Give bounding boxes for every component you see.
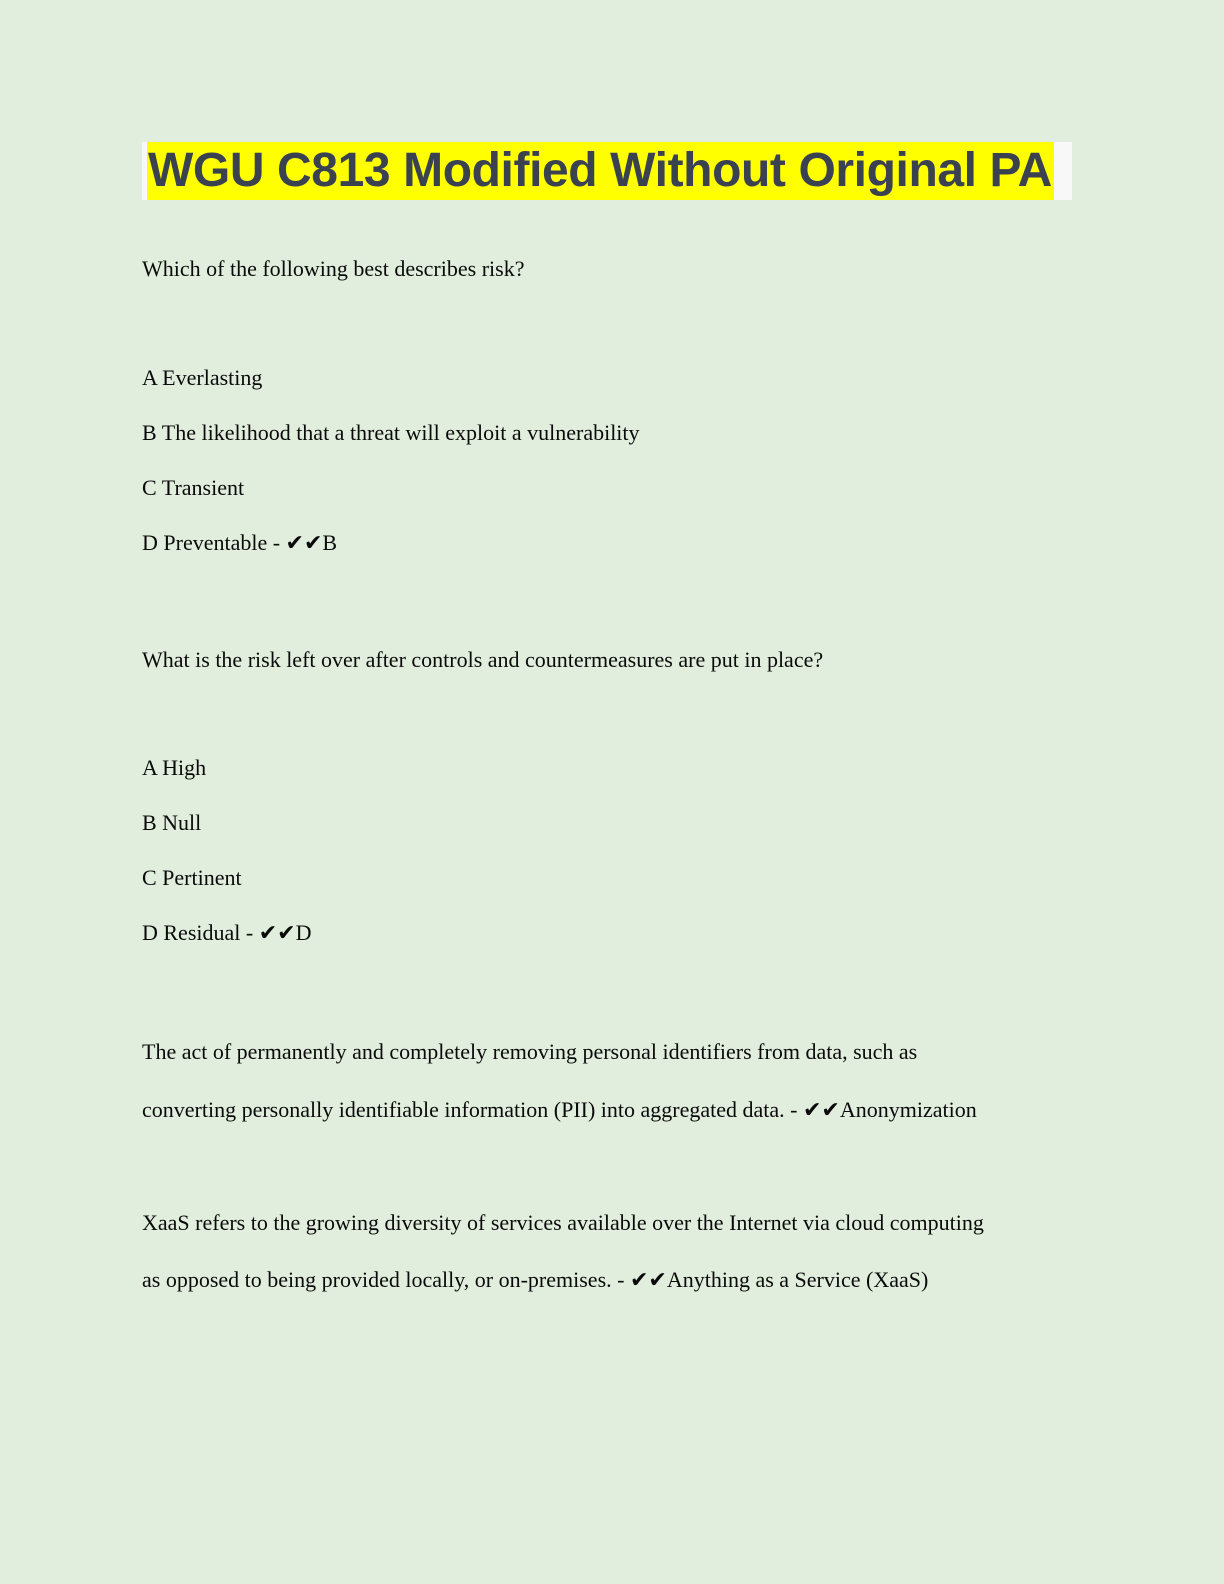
question-1-text: Which of the following best describes risk? xyxy=(142,256,525,281)
definition-2-line-2-answer: as opposed to being provided locally, or on-premises. - ✔✔Anything as a Service (XaaS) xyxy=(142,1267,929,1292)
definition-1-line-2-answer: converting personally identifiable information (PII) into aggregated data. - ✔✔Anonymization xyxy=(142,1097,977,1122)
question-2-option-b: B Null xyxy=(142,810,202,835)
question-1-option-b: B The likelihood that a threat will exploit a vulnerability xyxy=(142,420,640,445)
question-2-option-c: C Pertinent xyxy=(142,865,242,890)
definition-1-line-1: The act of permanently and completely removing personal identifiers from data, such as xyxy=(142,1039,918,1064)
question-1-option-d-answer: D Preventable - ✔✔B xyxy=(142,530,338,555)
question-1-option-c: C Transient xyxy=(142,475,245,500)
definition-2-line-1: XaaS refers to the growing diversity of services available over the Internet via cloud computing xyxy=(142,1210,984,1235)
question-1-option-a: A Everlasting xyxy=(142,365,263,390)
question-2-option-a: A High xyxy=(142,755,207,780)
document-title-row xyxy=(142,142,1086,200)
question-2-text: What is the risk left over after controls and countermeasures are put in place? xyxy=(142,647,824,672)
page-title: WGU C813 Modified Without Original PA xyxy=(147,142,1054,200)
title-trailing-highlight-block xyxy=(1054,142,1072,200)
question-2-option-d-answer: D Residual - ✔✔D xyxy=(142,920,312,945)
